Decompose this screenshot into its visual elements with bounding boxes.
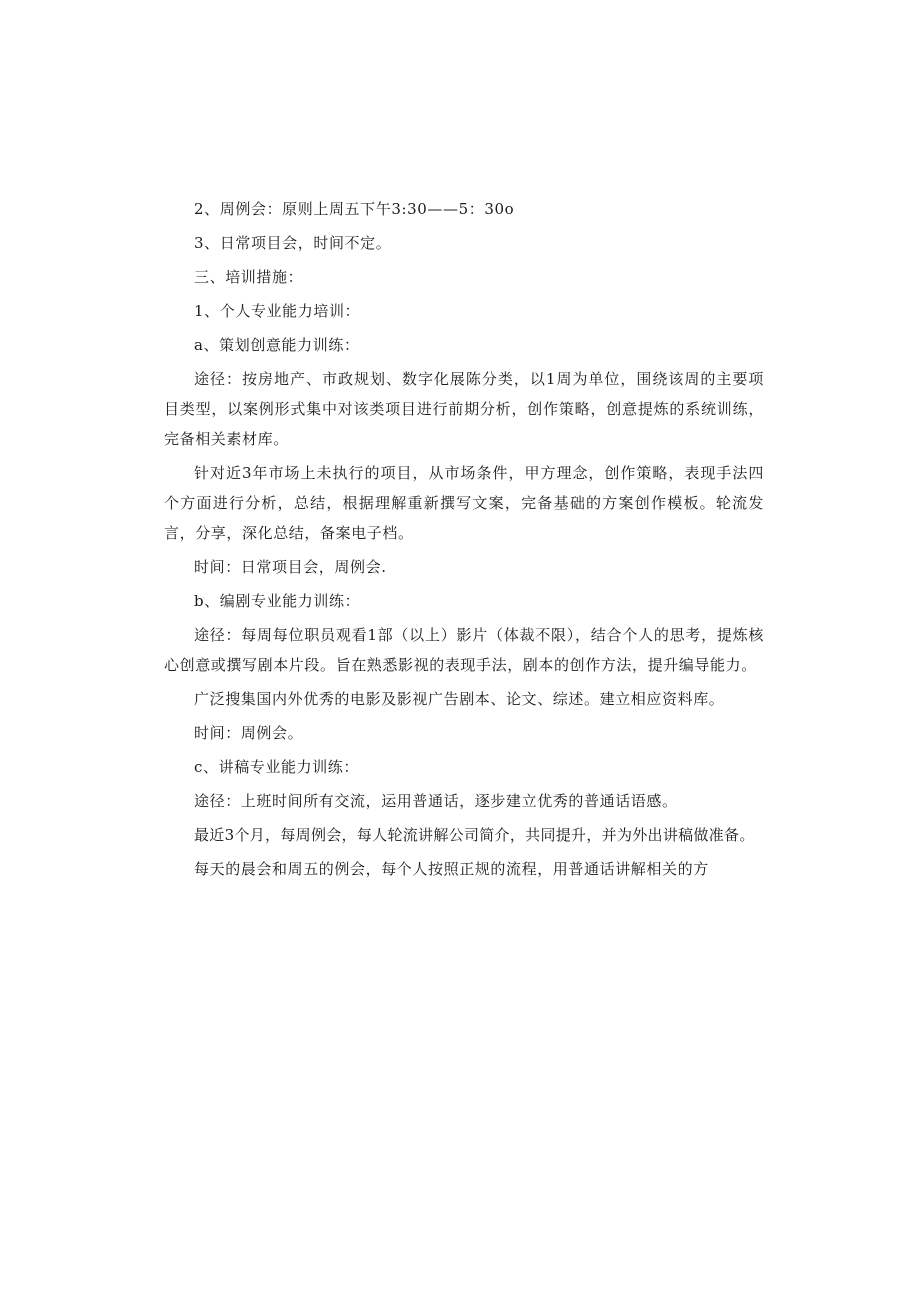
paragraph-planning-approach: 途径：按房地产、市政规划、数字化展陈分类，以1周为单位，围绕该周的主要项目类型，以案例形式集中对该类项目进行前期分析，创作策略，创意提炼的系统训练，完备相关素材库。 (164, 370, 764, 448)
heading-screenwriting: b、编剧专业能力训练： (194, 592, 361, 610)
paragraph-script-library: 广泛搜集国内外优秀的电影及影视广告剧本、论文、综述。建立相应资料库。 (194, 690, 725, 708)
document-body (164, 194, 764, 888)
heading-personal-training: 1、个人专业能力培训： (194, 302, 361, 320)
paragraph-speech-approach: 途径：上班时间所有交流，运用普通话，逐步建立优秀的普通话语感。 (194, 792, 678, 810)
paragraph-weekly-meeting: 2、周例会：原则上周五下午3:30——5：30o (194, 200, 515, 218)
paragraph-screenwriting-approach: 途径：每周每位职员观看1部（以上）影片（体裁不限），结合个人的思考，提炼核心创意或撰写剧本片段。旨在熟悉影视的表现手法，剧本的创作方法，提升编导能力。 (164, 626, 764, 674)
heading-training-measures: 三、培训措施： (194, 268, 304, 286)
heading-speech-training: c、讲稿专业能力训练： (194, 758, 360, 776)
paragraph-company-intro: 最近3个月，每周例会，每人轮流讲解公司简介，共同提升，并为外出讲稿做准备。 (194, 826, 755, 844)
paragraph-project-meeting: 3、日常项目会，时间不定。 (194, 234, 392, 252)
heading-planning-creative: a、策划创意能力训练： (194, 336, 360, 354)
paragraph-screenwriting-time: 时间：周例会。 (194, 724, 304, 742)
paragraph-market-analysis: 针对近3年市场上未执行的项目，从市场条件，甲方理念，创作策略，表现手法四个方面进行分析，总结，根据理解重新撰写文案，完备基础的方案创作模板。轮流发言，分享，深化总结，备案电子档。 (164, 464, 764, 542)
paragraph-planning-time: 时间：日常项目会，周例会. (194, 558, 387, 576)
paragraph-morning-meeting: 每天的晨会和周五的例会，每个人按照正规的流程，用普通话讲解相关的方 (194, 860, 709, 878)
